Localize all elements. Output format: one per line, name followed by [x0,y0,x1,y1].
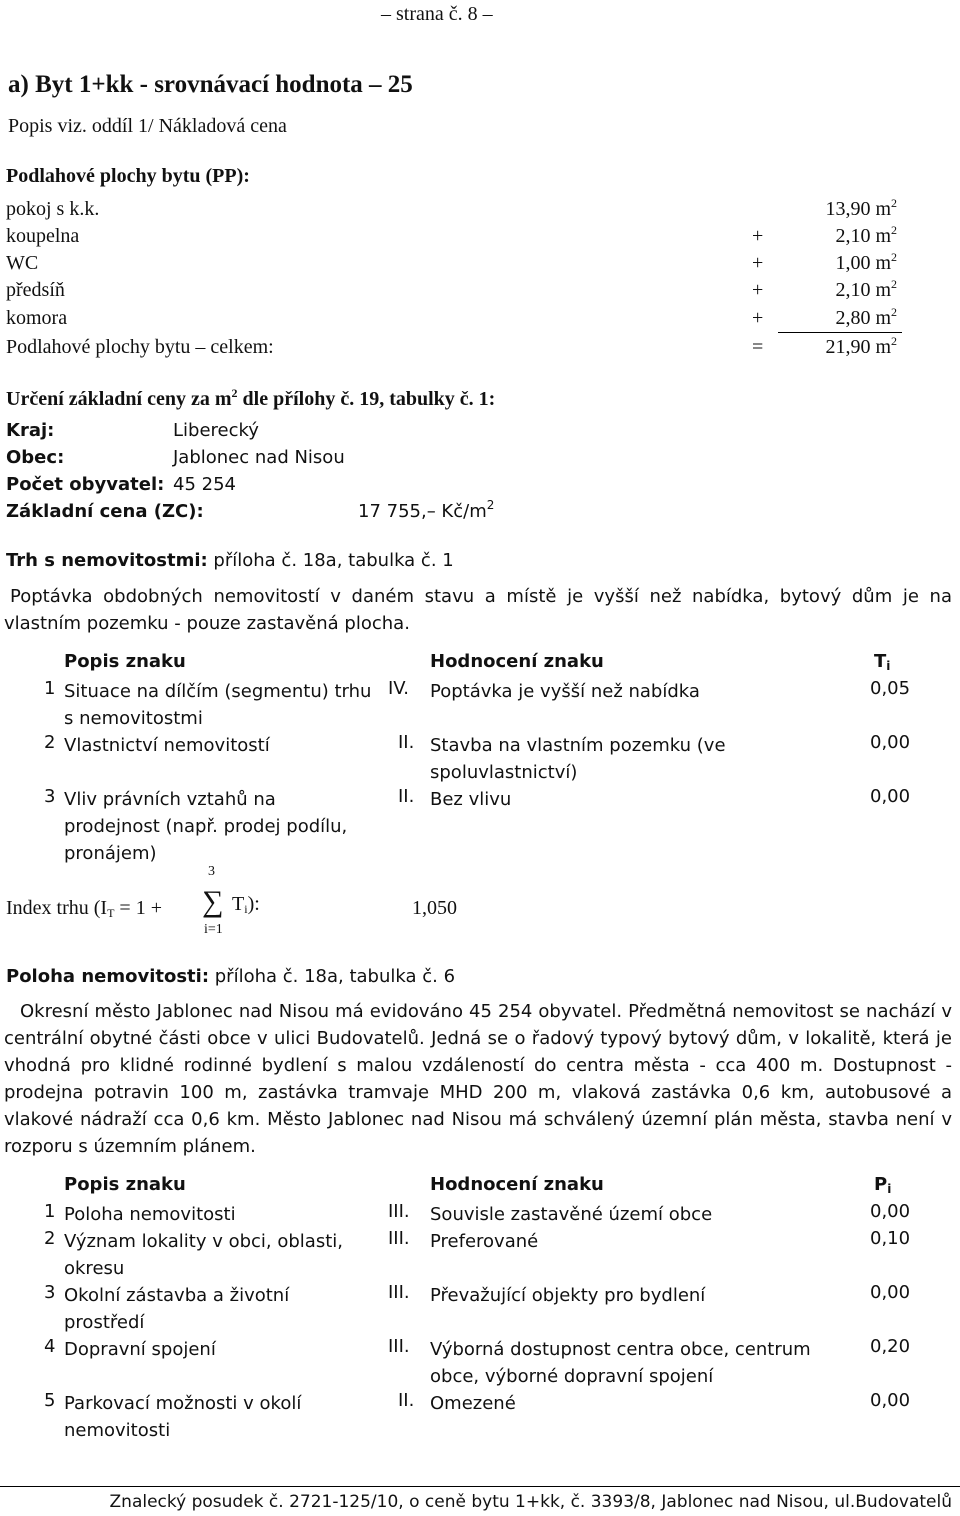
room-area: 2,10 $m^2$ [835,277,897,301]
base-price-label: Základní cena (ZC): [6,501,204,522]
sum-divider [778,332,902,333]
row-number: 1 [44,678,56,699]
room-operator: + [752,307,764,329]
market-description: Poptávka obdobných nemovitostí v daném stavu a místě je vyšší než nabídka, bytový dům je na vlastním pozemku - pouze zastavěná plocha. [4,586,952,634]
room-name: koupelna [6,225,80,247]
row-popis: Vliv právních vztahů na prodejnost (např. prodej podílu, pronájem) [64,789,348,864]
index-label: Index trhu ($I_T = 1$ + [6,897,162,920]
room-area: 13,90 $m^2$ [825,196,897,220]
row-popis: Situace na dílčím (segmentu) trhu s nemovitostmi [64,681,372,729]
row-number: 1 [44,1201,56,1222]
row-number: 2 [44,732,56,753]
base-price-value: 17 755,– $Kč/m^2$ [358,498,495,522]
location-description: Okresní město Jablonec nad Nisou má evidováno 45 254 obyvatel. Předmětná nemovitost se nachází v centrální obytné části obce v ulici Budovatelů. Jedná se o řadový typový bytový dům, v lokalitě, která je vhodná pro klidné rodinné bydlení s malou vzdáleností do centra města - cca 400 m. Dostupnost - prodejna potravin 100 m, zastávka tramvaje MHD 200 m, vlaková zastávka 0,6 km, autobusové a vlakové nádraží cca 0,6 km. Město Jablonec nad Nisou má schválený územní plán města, stavba není v rozporu s územním plánem. [4,1001,952,1157]
row-number: 4 [44,1336,56,1357]
population-value: 45 254 [173,474,236,495]
room-area: 1,00 $m^2$ [835,250,897,274]
row-roman: II. [398,786,415,807]
room-operator: + [752,225,764,247]
row-number: 3 [44,1282,56,1303]
footer-divider [0,1486,960,1487]
row-roman: II. [398,732,415,753]
row-popis: Dopravní spojení [64,1339,216,1360]
row-roman: II. [398,1390,415,1411]
sum-upper-limit: 3 [208,864,215,879]
row-value: 0,00 [870,786,911,807]
row-hodnoceni: Omezené [430,1393,516,1414]
footer-text: Znalecký posudek č. 2721-125/10, o ceně bytu 1+kk, č. 3393/8, Jablonec nad Nisou, ul.Budovatelů [109,1492,952,1512]
sum-sign-icon: ∑ [202,885,224,918]
row-value: 0,05 [870,678,911,699]
row-roman: III. [388,1282,410,1303]
market-heading: Trh s nemovitostmi: příloha č. 18a, tabulka č. 1 [6,550,454,571]
row-roman: IV. [388,678,410,699]
location-col-p: $P_i$ [874,1174,892,1196]
row-popis: Vlastnictví nemovitostí [64,735,270,756]
row-popis: Parkovací možnosti v okolí nemovitosti [64,1393,302,1441]
obec-label: Obec: [6,447,65,468]
row-hodnoceni: Bez vlivu [430,789,512,810]
page-number: – strana č. 8 – [381,3,493,25]
row-value: 0,00 [870,1282,911,1303]
population-label: Počet obyvatel: [6,474,165,495]
room-area: 2,80 $m^2$ [835,305,897,329]
row-popis: Poloha nemovitosti [64,1204,236,1225]
row-roman: III. [388,1228,410,1249]
location-heading: Poloha nemovitosti: příloha č. 18a, tabulka č. 6 [6,966,456,987]
index-value: 1,050 [412,897,457,919]
floor-areas-heading: Podlahové plochy bytu (PP): [6,165,250,187]
room-area: 2,10 $m^2$ [835,223,897,247]
row-hodnoceni: Souvisle zastavěné území obce [430,1204,713,1225]
location-col-hodnoceni: Hodnocení znaku [430,1174,604,1195]
room-operator: + [752,279,764,301]
description-reference: Popis viz. oddíl 1/ Nákladová cena [8,115,287,137]
sum-term: $T_i$): [232,893,260,916]
row-hodnoceni: Stavba na vlastním pozemku (ve spoluvlastnictví) [430,735,726,783]
total-operator: = [752,336,764,358]
location-col-popis: Popis znaku [64,1174,186,1195]
row-hodnoceni: Poptávka je vyšší než nabídka [430,681,700,702]
kraj-value: Liberecký [173,420,259,441]
kraj-label: Kraj: [6,420,55,441]
base-price-heading: Určení základní ceny za $m^2$ dle přílohy č. 19, tabulky č. 1: [6,386,496,410]
row-value: 0,00 [870,732,911,753]
row-hodnoceni: Výborná dostupnost centra obce, centrum obce, výborné dopravní spojení [430,1339,811,1387]
row-popis: Okolní zástavba a životní prostředí [64,1285,290,1333]
total-label: Podlahové plochy bytu – celkem: [6,336,274,358]
sum-lower-limit: i=1 [204,922,223,937]
row-popis: Význam lokality v obci, oblasti, okresu [64,1231,343,1279]
room-name: komora [6,307,68,329]
market-col-t: $T_i$ [874,651,891,673]
total-area: 21,90 $m^2$ [825,334,897,358]
market-col-hodnoceni: Hodnocení znaku [430,651,604,672]
room-operator: + [752,252,764,274]
row-roman: III. [388,1201,410,1222]
row-value: 0,20 [870,1336,911,1357]
room-name: pokoj s k.k. [6,198,100,220]
section-title: a) Byt 1+kk - srovnávací hodnota – 25 [8,71,413,98]
row-roman: III. [388,1336,410,1357]
row-hodnoceni: Převažující objekty pro bydlení [430,1285,706,1306]
market-col-popis: Popis znaku [64,651,186,672]
row-number: 2 [44,1228,56,1249]
row-value: 0,10 [870,1228,911,1249]
row-hodnoceni: Preferované [430,1231,539,1252]
row-value: 0,00 [870,1201,911,1222]
room-name: WC [6,252,39,274]
obec-value: Jablonec nad Nisou [173,447,345,468]
row-number: 5 [44,1390,56,1411]
room-name: předsíň [6,279,65,301]
row-value: 0,00 [870,1390,911,1411]
row-number: 3 [44,786,56,807]
